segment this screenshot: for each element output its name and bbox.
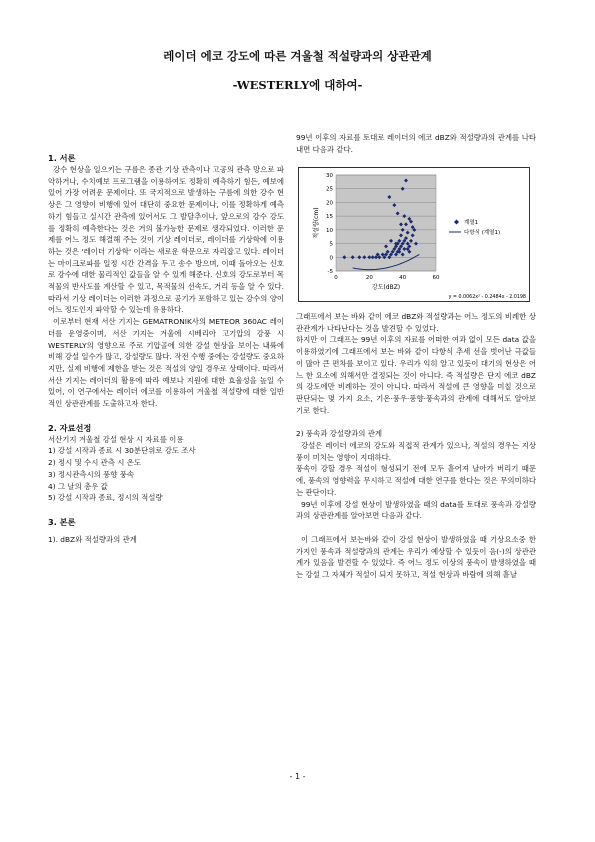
x-axis-label: 강도(dBZ)	[371, 284, 401, 291]
x-tick-label: 20	[365, 275, 373, 281]
left-column	[48, 152, 284, 546]
section-2-heading: 2. 자료선정	[48, 422, 92, 433]
right-column-top	[296, 132, 536, 155]
chart-finding-paragraph: 그래프에서 보는 바와 같이 에코 dBZ와 적설량과는 어느 정도의 비례한 상관관계가 나타난다는 것을 발견할 수 있었다.	[296, 312, 536, 333]
y-tick-label: 5	[329, 241, 333, 248]
y-tick-label: 0	[329, 255, 333, 262]
plot-area	[336, 175, 436, 271]
legend-series: 계열1	[464, 220, 479, 226]
analysis-paragraph: 하지만 이 그래프는 99년 이후의 자료를 어떠한 여과 없이 모든 data 값을 이용하였기에 그래프에서 보는 바와 같이 다항식 추세 선을 벗어난 극값들이 많아 큰 편차를 보이고 있다. 우리가 익히 알고 있듯이 대기의 현상은 어느 한 요소에 의해서만 결정되는 것이 아니다. 즉 적설량은 단지 에코 dBZ의 강도에만 비례하는 것이 아니다. 따라서 적설에 큰 영향을 미칠 것으로 판단되는 몇 가지 요소, 기온·풍우·풍향·풍속과의 관계에 대해서도 알아보기로 한다.	[296, 335, 536, 415]
section-1-heading: 1. 서론	[48, 153, 76, 163]
section-1-paragraph-1: 강수 현상을 일으키는 구름은 종관 기상 관측이나 고공의 관측 망으로 파악하거나, 수치예보 프로그램을 이용하여도 정확히 예측하기 힘든, 예보에 있어 가장 어려운 문제이다. 또 국지적으로 발생하는 구름에 의한 강수 현상은 그 영향이 비행에 있어 대단히 중요한 문제이나, 이를 정확하게 예측하기 힘들고 실시간 관측에 있어서도 그 발달추이나, 앞으로의 강수 강도를 정확히 예측한다는 것은 거의 불가능한 문제로 생각되었다. 이러한 문제를 어느 정도 해결해 주는 것이 기상 레이더로, 레이더를 기상학에 이용하는 것은 '레이더 기상학' 이라는 새로운 학문으로 자리잡고 있다. 레이더는 마이크로파를 일정 시간 간격을 두고 송수 방으며, 이때 돌아오는 신호로 강수에 대한 물리적인 값들을 알 수 있게 해준다. 신호의 강도로부터 목적물의 반사도를 계산할 수 있고, 목적물의 선속도, 거리 등을 알 수 있다. 따라서 기상 레이더는 이러한 과정으로 공기가 포함하고 있는 강수의 양이 어느 정도인지 파악할 수 있는데 유용하다.	[48, 165, 284, 315]
section-2-item: 5) 강설 시작과 종료, 정시의 적설량	[48, 493, 163, 503]
right-column	[296, 311, 536, 581]
section-2-item: 1) 강설 시작과 종료 시 30분단위로 강도 조사	[48, 446, 196, 456]
section-3-subheading: 1). dBZ와 적설량과의 관계	[48, 534, 137, 544]
dbz-snowfall-scatter-chart	[298, 167, 530, 302]
y-tick-label: 30	[326, 173, 333, 179]
intro-paragraph: 99년 이후의 자료를 토대로 레이더의 에코 dBZ와 적설량과의 관계를 나타내면 다음과 같다.	[296, 133, 536, 154]
section-2-intro: 서산기지 겨울철 강설 현상 시 자료를 이용	[48, 434, 184, 444]
paper-title: 레이더 에코 강도에 따른 겨울철 적설량과의 상관관계	[163, 49, 432, 63]
subsection-2-paragraph-2: 풍속이 강할 경우 적설이 형성되기 전에 모두 흩어져 날아가 버리기 때문에, 풍속의 영향력을 무시하고 적설에 대한 연구를 한다는 것은 무의미하다는 판단이다.	[296, 464, 536, 497]
x-tick-label: 0	[334, 275, 338, 281]
legend-trend: 다항식 (계열1)	[464, 230, 501, 236]
y-tick-label: 15	[326, 214, 333, 221]
trendline-equation: y = 0.0062x² - 0.2484x - 2.0198	[448, 295, 526, 300]
y-tick-label: 10	[326, 227, 333, 234]
subsection-2-paragraph-1: 강설은 레이더 에코의 강도와 직접적 관계가 있으나, 적설의 경우는 지상풍이 미치는 영향이 지대하다.	[296, 441, 536, 462]
subsection-2-paragraph-3: 99년 이후에 강설 현상이 발생하였을 때의 data를 토대로 풍속과 강설량과의 상관관계를 알아보면 다음과 같다.	[296, 499, 536, 521]
subsection-2-heading: 2) 풍속과 강설량과의 관계	[296, 429, 383, 439]
x-tick-label: 60	[432, 275, 440, 281]
section-1-paragraph-2: 이로부터 현재 서산 기지는 GEMATRONIK사의 METEOR 360AC 레이더를 운영중이며, 서산 기지는 겨울에 시베리아 고기압의 강풍 시 WESTERLY의 영향으로 주로 기압골에 의한 강설 현상을 보이는 내륙에 비해 강설 일수가 많고, 강설량도 많다. 작전 수행 중에는 강설량도 중요하지만, 실제 비행에 제한을 받는 것은 적설의 양일 경우로 상태이다. 따라서 서산 기지는 레이더의 활용에 따라 예보나 지원에 대한 효율성을 높일 수 있어, 이 연구에서는 레이더 에코를 이용하여 겨울철 적설량에 대한 일반적인 상관관계를 도출하고자 한다.	[48, 317, 284, 409]
y-tick-label: -5	[327, 269, 333, 275]
paper-subtitle: -WESTERLY에 대하여-	[232, 78, 363, 92]
y-axis-label: 적설량(cm)	[313, 207, 320, 239]
page-number: - 1 -	[289, 772, 306, 781]
section-2-item: 4) 그 날의 총우 값	[48, 481, 108, 491]
section-2-item: 3) 정시관측시의 풍향 풍속	[48, 469, 135, 479]
section-3-heading: 3. 본론	[48, 516, 76, 527]
y-tick-label: 20	[326, 200, 333, 207]
final-paragraph: 이 그래프에서 보는바와 같이 강설 현상이 발생하였을 때 기상요소중 한 가지인 풍속과 적설량과의 관계는 우리가 예상할 수 있듯이 음(-)의 상관관계가 있음을 발견할 수 있었다. 즉 어느 정도 이상의 풍속이 발생하였을 때는 강설 그 자체가 적설이 되지 못하고, 적설 현상과 바람에 의해 흩날	[296, 534, 536, 580]
x-tick-label: 40	[399, 275, 407, 281]
section-2-item: 2) 정시 및 수시 관측 시 온도	[48, 458, 142, 468]
y-tick-label: 25	[326, 186, 333, 193]
